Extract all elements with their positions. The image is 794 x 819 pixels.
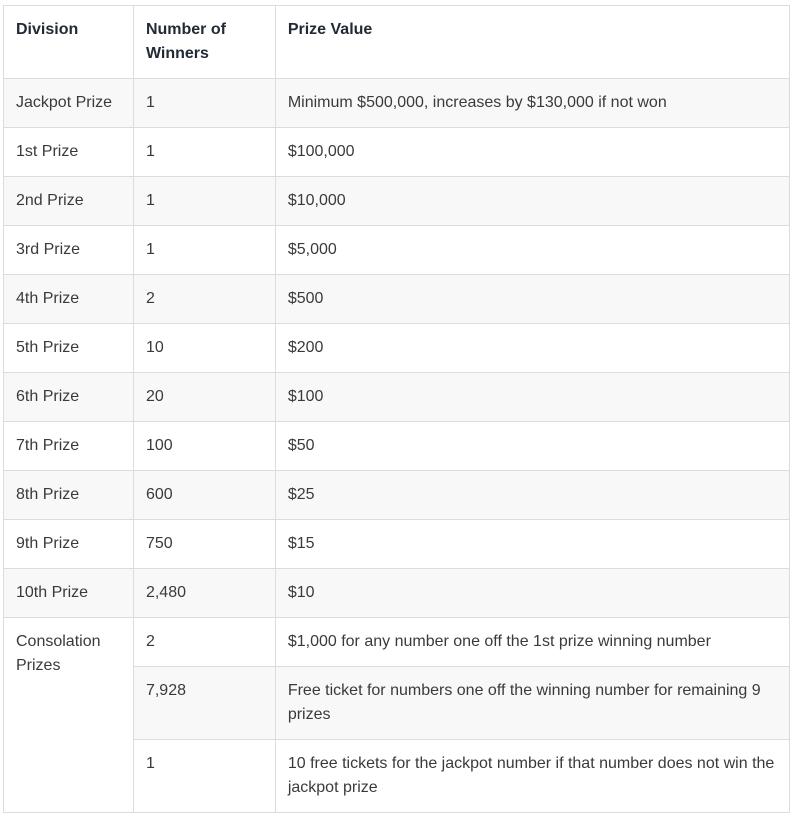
prize-cell: Minimum $500,000, increases by $130,000 if not won	[275, 79, 789, 128]
prize-cell: $100,000	[275, 128, 789, 177]
prize-cell: $5,000	[275, 226, 789, 275]
header-number-of-winners: Number of Winners	[133, 6, 275, 79]
prize-cell: $1,000 for any number one off the 1st prize winning number	[275, 618, 789, 667]
winners-cell: 2,480	[133, 569, 275, 618]
division-cell: 7th Prize	[4, 422, 134, 471]
winners-cell: 7,928	[133, 667, 275, 740]
table-row	[4, 226, 790, 275]
division-cell: 5th Prize	[4, 324, 134, 373]
winners-cell: 100	[133, 422, 275, 471]
prize-cell: 10 free tickets for the jackpot number if that number does not win the jackpot prize	[275, 740, 789, 813]
division-cell: Jackpot Prize	[4, 79, 134, 128]
division-cell: 2nd Prize	[4, 177, 134, 226]
table-row	[4, 324, 790, 373]
prize-cell: $10,000	[275, 177, 789, 226]
table-row	[4, 471, 790, 520]
table-row	[4, 128, 790, 177]
winners-cell: 600	[133, 471, 275, 520]
division-cell: 4th Prize	[4, 275, 134, 324]
table-header-row	[4, 6, 790, 79]
table-row	[4, 79, 790, 128]
winners-cell: 1	[133, 740, 275, 813]
division-cell: 10th Prize	[4, 569, 134, 618]
winners-cell: 2	[133, 275, 275, 324]
table-row	[4, 422, 790, 471]
division-cell: 1st Prize	[4, 128, 134, 177]
table-row	[4, 618, 790, 667]
winners-cell: 2	[133, 618, 275, 667]
prize-cell: $200	[275, 324, 789, 373]
winners-cell: 1	[133, 226, 275, 275]
prize-table	[3, 5, 790, 813]
header-division: Division	[4, 6, 134, 79]
division-cell: 9th Prize	[4, 520, 134, 569]
division-cell-consolation: Consolation Prizes	[4, 618, 134, 813]
winners-cell: 10	[133, 324, 275, 373]
prize-cell: Free ticket for numbers one off the winning number for remaining 9 prizes	[275, 667, 789, 740]
table-row	[4, 275, 790, 324]
winners-cell: 1	[133, 177, 275, 226]
prize-cell: $10	[275, 569, 789, 618]
table-row	[4, 569, 790, 618]
prize-cell: $50	[275, 422, 789, 471]
winners-cell: 1	[133, 128, 275, 177]
division-cell: 8th Prize	[4, 471, 134, 520]
prize-cell: $25	[275, 471, 789, 520]
prize-cell: $500	[275, 275, 789, 324]
prize-cell: $100	[275, 373, 789, 422]
table-row	[4, 373, 790, 422]
winners-cell: 1	[133, 79, 275, 128]
division-cell: 3rd Prize	[4, 226, 134, 275]
winners-cell: 750	[133, 520, 275, 569]
header-prize-value: Prize Value	[275, 6, 789, 79]
division-cell: 6th Prize	[4, 373, 134, 422]
table-row	[4, 177, 790, 226]
prize-cell: $15	[275, 520, 789, 569]
winners-cell: 20	[133, 373, 275, 422]
table-row	[4, 520, 790, 569]
